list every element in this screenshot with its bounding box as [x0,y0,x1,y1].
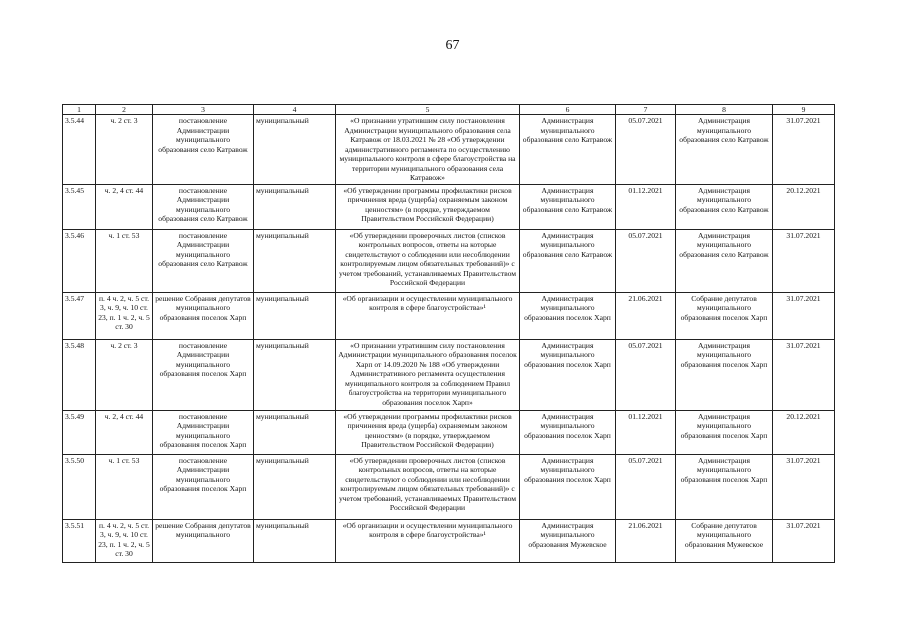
norm-reference: ч. 1 ст. 53 [96,454,153,519]
deadline: 05.07.2021 [616,229,676,292]
developer: Администрация муниципального образования поселок Харп [520,339,616,410]
adopter: Администрация муниципального образования поселок Харп [676,339,773,410]
document-type: постановление Администрации муниципального образования поселок Харп [153,410,254,454]
table-row [63,229,835,292]
document-title: «Об организации и осуществлении муниципального контроля в сфере благоустройства»¹ [336,519,520,562]
deadline: 01.12.2021 [616,410,676,454]
norm-reference: п. 4 ч. 2, ч. 5 ст. 3, ч. 9, ч. 10 ст. 23, п. 1 ч. 2, ч. 5 ст. 30 [96,519,153,562]
developer: Администрация муниципального образования поселок Харп [520,410,616,454]
norm-reference: ч. 2 ст. 3 [96,115,153,185]
level: муниципальный [254,292,336,339]
adopter: Собрание депутатов муниципального образования поселок Харп [676,292,773,339]
developer: Администрация муниципального образования поселок Харп [520,292,616,339]
level: муниципальный [254,519,336,562]
deadline: 01.12.2021 [616,184,676,229]
document-type: решение Собрания депутатов муниципального [153,519,254,562]
document-type: постановление Администрации муниципального образования поселок Харп [153,339,254,410]
level: муниципальный [254,410,336,454]
developer: Администрация муниципального образования село Катравож [520,184,616,229]
adoption-date: 31.07.2021 [773,229,835,292]
table-row [63,454,835,519]
adoption-date: 31.07.2021 [773,339,835,410]
document-title: «Об утверждении проверочных листов (списков контрольных вопросов, ответы на которые свидетельствуют о соблюдении или несоблюдении контролируемым лицом обязательных требований)» с учетом требований, устанавливаемых Правительством Российской Федерации [336,229,520,292]
column-header: 2 [96,105,153,115]
adoption-date: 20.12.2021 [773,184,835,229]
row-number: 3.5.50 [63,454,96,519]
adoption-date: 31.07.2021 [773,292,835,339]
deadline: 05.07.2021 [616,115,676,185]
column-header: 3 [153,105,254,115]
page-number: 67 [445,38,460,53]
norm-reference: ч. 2 ст. 3 [96,339,153,410]
document-title: «Об утверждении программы профилактики рисков причинения вреда (ущерба) охраняемым законом ценностям» (в порядке, утверждаемом Правительством Российской Федерации) [336,184,520,229]
norm-reference: ч. 2, 4 ст. 44 [96,410,153,454]
table-row [63,184,835,229]
column-header: 9 [773,105,835,115]
deadline: 05.07.2021 [616,339,676,410]
row-number: 3.5.46 [63,229,96,292]
column-header: 1 [63,105,96,115]
document-title: «О признании утратившим силу постановления Администрации муниципального образования села Катравож от 18.03.2021 № 28 «Об утверждении административного регламента по осуществлению муниципального контроля в сфере благоустройства на территории муниципального образования села Катравож» [336,115,520,185]
regulations-table [62,104,835,563]
column-header: 8 [676,105,773,115]
document-title: «О признании утратившим силу постановления Администрации муниципального образования поселок Харп от 14.09.2020 № 188 «Об утверждении Административного регламента осуществления муниципального контроля за соблюдением Правил благоустройства на территории муниципального образования поселок Харп» [336,339,520,410]
document-type: постановление Администрации муниципального образования село Катравож [153,184,254,229]
column-header: 4 [254,105,336,115]
level: муниципальный [254,115,336,185]
row-number: 3.5.45 [63,184,96,229]
level: муниципальный [254,229,336,292]
table-row [63,410,835,454]
adopter: Администрация муниципального образования поселок Харп [676,410,773,454]
row-number: 3.5.44 [63,115,96,185]
document-title: «Об утверждении программы профилактики рисков причинения вреда (ущерба) охраняемым законом ценностям» (в порядке, утверждаемом Правительством Российской Федерации) [336,410,520,454]
norm-reference: п. 4 ч. 2, ч. 5 ст. 3, ч. 9, ч. 10 ст. 23, п. 1 ч. 2, ч. 5 ст. 30 [96,292,153,339]
adopter: Администрация муниципального образования поселок Харп [676,454,773,519]
deadline: 21.06.2021 [616,519,676,562]
deadline: 21.06.2021 [616,292,676,339]
level: муниципальный [254,454,336,519]
column-header: 7 [616,105,676,115]
row-number: 3.5.51 [63,519,96,562]
table-row [63,292,835,339]
document-title: «Об организации и осуществлении муниципального контроля в сфере благоустройства»¹ [336,292,520,339]
deadline: 05.07.2021 [616,454,676,519]
table-row [63,115,835,185]
document-type: решение Собрания депутатов муниципального образования поселок Харп [153,292,254,339]
row-number: 3.5.49 [63,410,96,454]
table-header-row [63,105,835,115]
norm-reference: ч. 2, 4 ст. 44 [96,184,153,229]
adopter: Собрание депутатов муниципального образования Мужевское [676,519,773,562]
adopter: Администрация муниципального образования село Катравож [676,115,773,185]
row-number: 3.5.47 [63,292,96,339]
document-type: постановление Администрации муниципального образования село Катравож [153,229,254,292]
table-row [63,519,835,562]
adopter: Администрация муниципального образования село Катравож [676,184,773,229]
developer: Администрация муниципального образования село Катравож [520,115,616,185]
adopter: Администрация муниципального образования село Катравож [676,229,773,292]
level: муниципальный [254,339,336,410]
level: муниципальный [254,184,336,229]
table-row [63,339,835,410]
adoption-date: 20.12.2021 [773,410,835,454]
adoption-date: 31.07.2021 [773,519,835,562]
developer: Администрация муниципального образования поселок Харп [520,454,616,519]
developer: Администрация муниципального образования Мужевское [520,519,616,562]
column-header: 5 [336,105,520,115]
norm-reference: ч. 1 ст. 53 [96,229,153,292]
column-header: 6 [520,105,616,115]
document-type: постановление Администрации муниципального образования село Катравож [153,115,254,185]
adoption-date: 31.07.2021 [773,115,835,185]
row-number: 3.5.48 [63,339,96,410]
developer: Администрация муниципального образования село Катравож [520,229,616,292]
document-type: постановление Администрации муниципального образования поселок Харп [153,454,254,519]
document-title: «Об утверждении проверочных листов (списков контрольных вопросов, ответы на которые свидетельствуют о соблюдении или несоблюдении контролируемым лицом обязательных требований)» с учетом требований, устанавливаемых Правительством Российской Федерации [336,454,520,519]
adoption-date: 31.07.2021 [773,454,835,519]
